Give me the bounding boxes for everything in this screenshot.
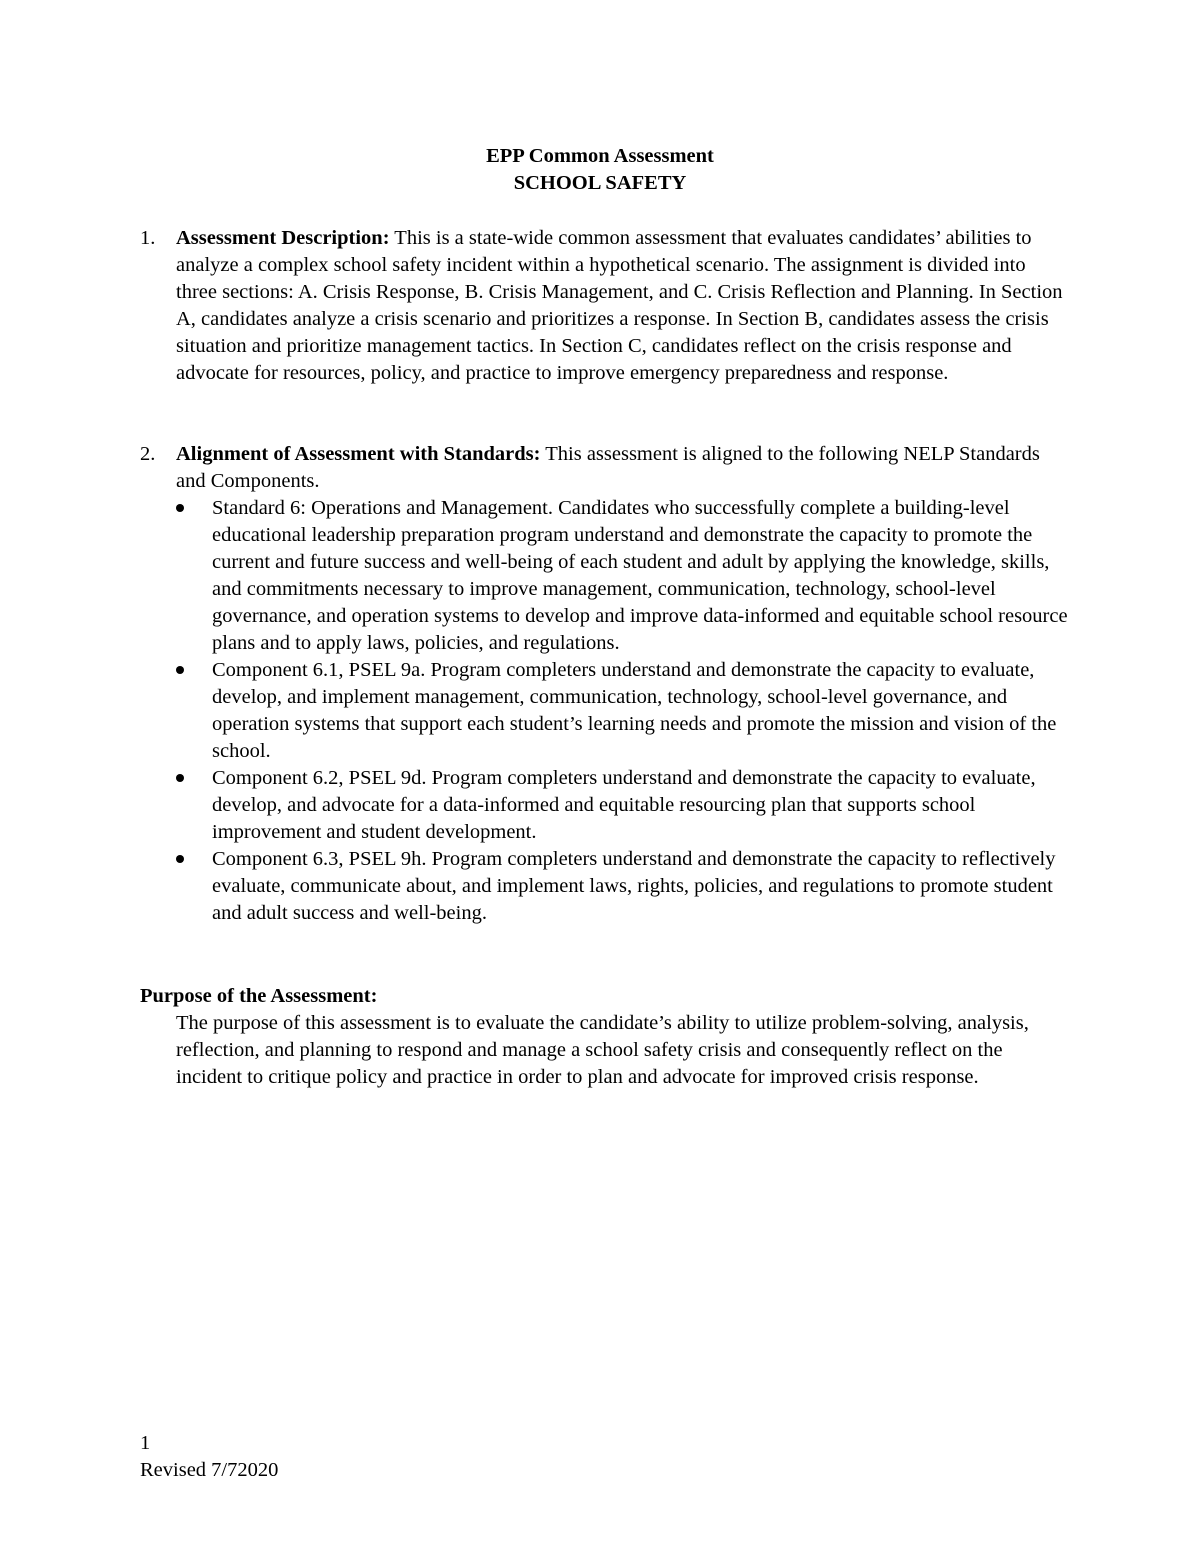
revised-date: Revised 7/72020 [140,1459,279,1481]
title-line-1: EPP Common Assessment [486,145,714,167]
list-item-text: Standard 6: Operations and Management. Candidates who successfully complete a building-level educational leadership preparation program understand and demonstrate the capacity to promote the current and future success and well-being of each student and adult by applying the knowledge, skills, and commitments necessary to improve management, communication, technology, school-level governance, and operation systems to develop and improve data-informed and equitable school resource plans and to apply laws, policies, and regulations. [212,497,1068,654]
section-alignment-standards [140,441,1070,927]
section-text: This assessment is aligned to the following NELP Standards and Components. [176,443,1040,492]
section-text: This is a state-wide common assessment that evaluates candidates’ abilities to analyze a complex school safety incident within a hypothetical scenario. The assignment is divided into three sections: A. Crisis Response, B. Crisis Management, and C. Crisis Reflection and Planning. In Section A, candidates analyze a crisis scenario and prioritizes a response. In Section B, candidates assess the crisis situation and prioritize management tactics. In Section C, candidates reflect on the crisis response and advocate for resources, policy, and practice to improve emergency preparedness and response. [176,227,1063,384]
list-item [176,765,1070,846]
section-label: Assessment Description: [176,227,390,249]
bullet-icon [176,657,212,765]
list-item-text: Component 6.1, PSEL 9a. Program completers understand and demonstrate the capacity to evaluate, develop, and implement management, communication, technology, school-level governance, and operation systems that support each student’s learning needs and promote the mission and vision of the school. [212,659,1057,762]
document-title [0,143,1200,197]
section-label: Alignment of Assessment with Standards: [176,443,541,465]
page-footer [140,1430,540,1484]
page-number: 1 [140,1432,151,1454]
section-body [176,441,1070,927]
bullet-icon [176,495,212,657]
section-number: 1. [140,227,156,249]
list-item [176,657,1070,765]
title-line-2: SCHOOL SAFETY [513,172,687,194]
bullet-icon [176,846,212,927]
bullet-icon [176,765,212,846]
section-assessment-description [140,225,1070,387]
purpose-heading: Purpose of the Assessment: [140,985,378,1007]
section-purpose [140,983,1070,1091]
standards-list [176,495,1070,927]
list-item [176,846,1070,927]
list-item-text: Component 6.2, PSEL 9d. Program completers understand and demonstrate the capacity to evaluate, develop, and advocate for a data-informed and equitable resourcing plan that supports school improvement and student development. [212,767,1036,843]
purpose-text: The purpose of this assessment is to evaluate the candidate’s ability to utilize problem-solving, analysis, reflection, and planning to respond and manage a school safety crisis and consequently reflect on the incident to critique policy and practice in order to plan and advocate for improved crisis response. [176,1012,1029,1088]
list-item-text: Component 6.3, PSEL 9h. Program completers understand and demonstrate the capacity to reflectively evaluate, communicate about, and implement laws, rights, policies, and regulations to promote student and adult success and well-being. [212,848,1056,924]
section-body [176,225,1070,387]
section-number: 2. [140,443,156,465]
list-item [176,495,1070,657]
